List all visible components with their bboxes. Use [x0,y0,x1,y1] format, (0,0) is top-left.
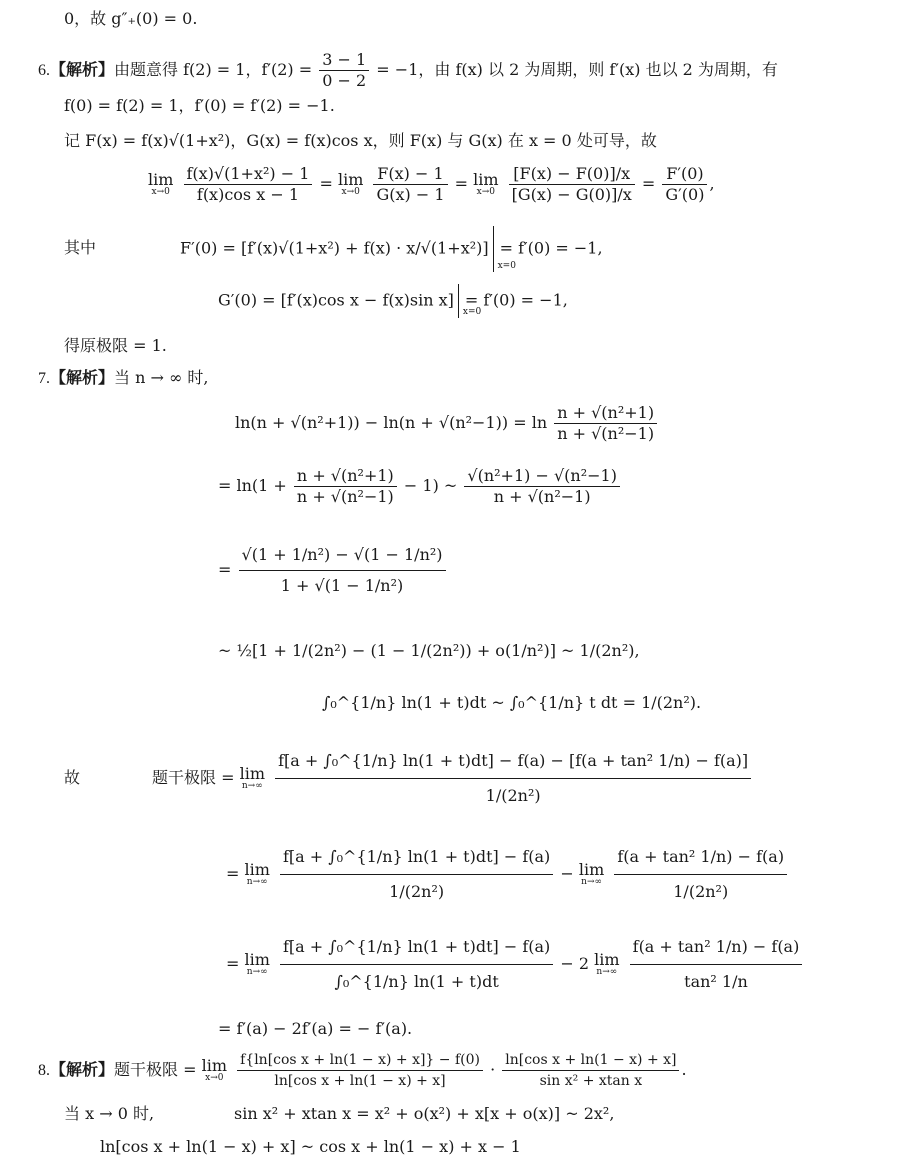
fraction [614,840,787,909]
fraction [275,744,751,813]
fraction [509,164,635,205]
text: 由题意得 f(2) = 1，f′(2) = [114,60,313,79]
lim-sub: n→∞ [241,781,263,791]
text: ln(n + √(n²+1)) − ln(n + √(n²−1)) = ln [235,413,548,432]
denominator: n + √(n²−1) [294,486,397,507]
lim: lim [594,950,620,969]
lim: lim [337,170,364,189]
lim: lim [473,170,499,189]
lim: lim [578,860,605,879]
fraction [237,1050,483,1091]
eval-sub: x=0 [462,307,482,317]
numerator: F(x) − 1 [377,164,444,183]
p7-step-4 [218,641,640,661]
numerator: f(a + tan² 1/n) − f(a) [632,937,800,956]
text: F′(0) = [f′(x)√(1+x²) + f(x) · x/√(1+x²)] [180,238,489,258]
numerator: 3 − 1 [322,50,367,69]
lim: lim [201,1056,228,1075]
limit-operator [338,172,363,197]
problem-number: 7. [38,370,50,387]
numerator: f[a + ∫₀^{1/n} ln(1 + t)dt] − f(a) − [f(a + tan² 1/n) − f(a)] [278,751,749,770]
text: ln[cos x + ln(1 − x) + x] ~ cos x + ln(1 − x) + x − 1 [100,1137,521,1156]
denominator: n + √(n²−1) [554,423,657,444]
denominator: f(x)cos x − 1 [184,184,313,205]
p7-limit-3: = lim n→∞ $\frac{\text{f[a + ∫₀\textasciicircum{}\{1/n\} ln(1 + t)dt] − f(a)}}{\text{∫₀\textasciicircum{}\{1/n\} ln(1 + t)dt}}$ − 2 lim n→∞ $\frac{\text{f(a + tan² 1/n) − f(a)}}{\text{tan² 1/n}}$ [226,930,804,999]
fraction [630,930,803,999]
fraction [280,840,553,909]
text: 故 [64,768,81,787]
problem-8-intro: 8.【解析】题干极限 = lim x→0 $\frac{\text{f\{ln[cos x + ln(1 − x) + x]\} − f(0)}}{\text{ln[cos x + ln(1 − x) + x]}}$ · $\frac{\text{ln[cos x + ln(1 − x) + x]}}{\text{sin x² + xtan x}}$ . [38,1052,687,1089]
text: sin x² + xtan x = x² + o(x²) + x[x + o(x)] ~ 2x², [234,1104,615,1123]
text: = −1，由 f(x) 以 2 为周期，则 f′(x) 也以 2 为周期，有 [376,60,778,79]
F-prime-zero [180,226,603,272]
problem-6-limit-chain: lim x→0 $\frac{\text{f(x)√(1+x²) − 1}}{\text{f(x)cos x − 1}}$ = lim x→0 $\frac{F(x) - 1}{G(x) - 1}$ = lim x→0 $\frac{[F(x) - F(0)]/x}{[G(x) - G(0)]/x}$ = $\frac{F'(0)}{G'(0)}$ , [148,164,715,204]
fraction [662,164,707,205]
numerator: f[a + ∫₀^{1/n} ln(1 + t)dt] − f(a) [283,847,551,866]
lim-sub: x→0 [205,1073,224,1083]
problem-number: 8. [38,1062,50,1079]
fraction [319,50,369,91]
limit-operator [240,766,265,791]
text: 题干极限 = [152,768,235,787]
limit-operator [473,172,498,197]
numerator: ln[cos x + ln(1 − x) + x] [505,1052,677,1068]
analysis-tag: 【解析】 [50,60,115,79]
numerator: f[a + ∫₀^{1/n} ln(1 + t)dt] − f(a) [283,937,551,956]
fraction [239,540,446,601]
fraction [280,930,553,999]
numerator: √(1 + 1/n²) − √(1 − 1/n²) [241,545,443,564]
lim: lim [244,860,270,879]
lim-sub: n→∞ [596,967,618,977]
problem-7-intro [38,368,209,389]
text: G′(0) = [f′(x)cos x − f(x)sin x] [218,290,454,310]
limit-operator [594,952,619,977]
text: 记 F(x) = f(x)√(1+x²)，G(x) = f(x)cos x，则 F(x) 与 G(x) 在 x = 0 处可导，故 [64,131,657,150]
problem-6-definition [64,131,657,151]
denominator: ∫₀^{1/n} ln(1 + t)dt [280,964,553,999]
lim-sub: n→∞ [581,877,602,887]
denominator: G′(0) [662,184,707,205]
denominator: n + √(n²−1) [464,486,620,507]
qizhong-label [64,238,96,258]
p7-step-5 [322,693,701,713]
numerator: f(x)√(1+x²) − 1 [186,164,310,183]
text: 当 n → ∞ 时, [114,368,209,387]
limit-operator [245,862,270,887]
text: 其中 [64,238,97,257]
fraction [184,164,313,205]
denominator: G(x) − 1 [373,184,447,205]
text: 0，故 g″₊(0) = 0. [64,9,198,28]
denominator: 1/(2n²) [275,778,751,813]
denominator: 0 − 2 [319,70,369,91]
p8-equiv-1 [234,1104,614,1124]
denominator: sin x² + xtan x [502,1070,679,1091]
gu-label [64,768,80,788]
problem-6-intro [38,50,778,91]
analysis-tag: 【解析】 [50,368,115,387]
problem-6-values [64,96,335,116]
G-prime-zero [218,284,568,318]
evaluation-bar [458,284,482,318]
p7-step-2 [218,466,622,507]
limit-operator [245,952,270,977]
text: ∫₀^{1/n} ln(1 + t)dt ~ ∫₀^{1/n} t dt = 1/(2n²). [322,693,702,712]
numerator: n + √(n²+1) [296,466,394,485]
lim-sub: x→0 [151,187,170,197]
evaluation-bar [493,226,516,272]
text: = ln(1 + [218,476,287,495]
text: = f′(0) = −1, [464,290,568,310]
limit-operator [202,1058,227,1083]
denominator: 1 + √(1 − 1/n²) [239,570,446,601]
numerator: √(n²+1) − √(n²−1) [467,466,617,485]
lim-sub: x→0 [341,187,360,197]
eval-sub: x=0 [497,261,516,271]
numerator: f(a + tan² 1/n) − f(a) [617,847,785,866]
fraction [373,164,447,205]
lim-sub: x→0 [476,187,495,197]
lim: lim [244,950,270,969]
lim: lim [148,170,174,189]
denominator: 1/(2n²) [280,874,553,909]
analysis-tag: 【解析】 [50,1060,115,1079]
line-g-result [64,9,197,29]
p7-step-3: = $\frac{\text{√(1 + 1/n²) − √(1 − 1/n²)}}{\text{1 + √(1 − 1/n²)}}$ [218,540,448,601]
limit-operator [579,862,604,887]
lim: lim [239,764,265,783]
lim-sub: n→∞ [246,877,268,887]
p7-result [218,1019,412,1039]
text: 得原极限 = 1. [64,336,167,355]
p7-limit-1 [152,744,753,813]
denominator: tan² 1/n [630,964,803,999]
text: ~ ½[1 + 1/(2n²) − (1 − 1/(2n²)) + o(1/n²)] ~ 1/(2n²), [218,641,640,660]
denominator: 1/(2n²) [614,874,787,909]
problem-number: 6. [38,62,50,79]
fraction [554,403,657,444]
text: = f′(0) = −1, [499,238,603,258]
text: 当 x → 0 时, [64,1104,155,1123]
denominator: [G(x) − G(0)]/x [509,184,635,205]
p8-when-label [64,1104,154,1124]
p7-limit-2: = lim n→∞ $\frac{\text{f[a + ∫₀\textasciicircum{}\{1/n\} ln(1 + t)dt] − f(a)}}{\text{1/(2n²)}}$ − lim n→∞ $\frac{\text{f(a + tan² 1/n) − f(a)}}{\text{1/(2n²)}}$ [226,840,789,909]
text: 题干极限 = [114,1060,197,1079]
text: f(0) = f(2) = 1，f′(0) = f′(2) = −1. [64,96,335,115]
lim-sub: n→∞ [246,967,268,977]
p7-step-1 [235,403,659,444]
limit-operator [148,172,173,197]
fraction [464,466,620,507]
fraction [502,1050,679,1091]
text: − 1) ~ [403,476,458,495]
numerator: F′(0) [666,164,704,183]
denominator: ln[cos x + ln(1 − x) + x] [237,1070,483,1091]
numerator: [F(x) − F(0)]/x [513,164,631,183]
text: = f′(a) − 2f′(a) = − f′(a). [218,1019,413,1038]
problem-6-result [64,336,167,356]
p8-equiv-2 [100,1137,521,1157]
numerator: f{ln[cos x + ln(1 − x) + x]} − f(0) [240,1052,480,1068]
fraction [294,466,397,507]
numerator: n + √(n²+1) [557,403,655,422]
